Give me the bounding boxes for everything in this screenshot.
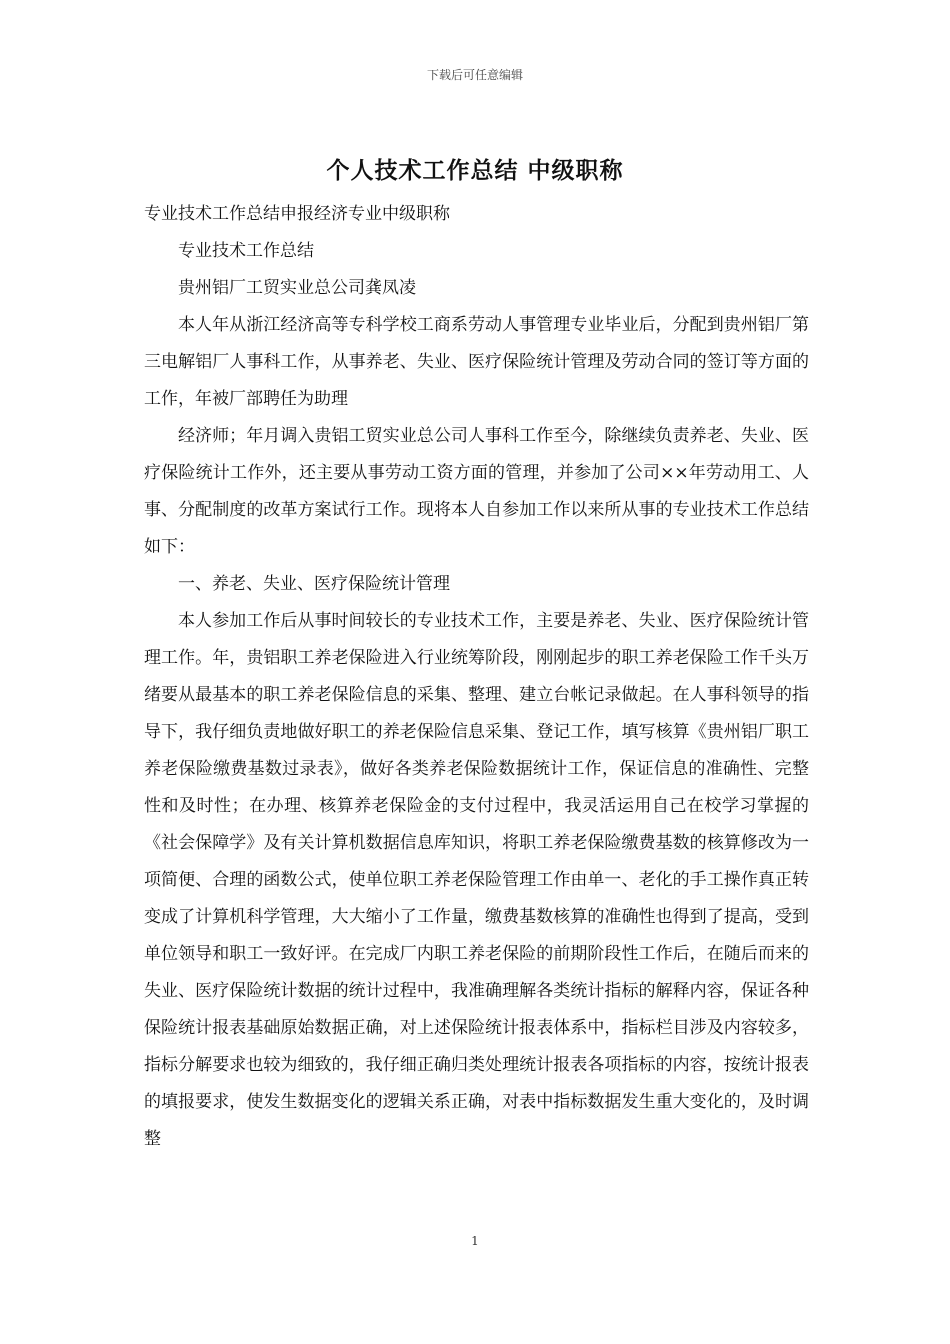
paragraph: 专业技术工作总结 — [178, 241, 314, 261]
paragraph: 本人参加工作后从事时间较长的专业技术工作，主要是养老、失业、医疗保险统计管理工作。年，贵铝职工养老保险进入行业统筹阶段，刚刚起步的职工养老保险工作千头万绪要从最基本的职工养老保险信息的采集、整理、建立台帐记录做起。在人事科领导的指导下，我仔细负责地做好职工的养老保险信息采集、登记工作，填写核算《贵州铝厂职工养老保险缴费基数过录表》，做好各类养老保险数据统计工作，保证信息的准确性、完整性和及时性；在办理、核算养老保险金的支付过程中，我灵活运用自己在校学习掌握的《社会保障学》及有关计算机数据信息库知识，将职工养老保险缴费基数的核算修改为一项简便、合理的函数公式，使单位职工养老保险管理工作由单一、老化的手工操作真正转变成了计算机科学管理，大大缩小了工作量，缴费基数核算的准确性也得到了提高，受到单位领导和职工一致好评。在完成厂内职工养老保险的前期阶段性工作后，在随后而来的失业、医疗保险统计数据的统计过程中，我准确理解各类统计指标的解释内容，保证各种保险统计报表基础原始数据正确，对上述保险统计报表体系中，指标栏目涉及内容较多，指标分解要求也较为细致的，我仔细正确归类处理统计报表各项指标的内容，按统计报表的填报要求，使发生数据变化的逻辑关系正确，对表中指标数据发生重大变化的，及时调整 — [144, 611, 809, 1149]
paragraph: 专业技术工作总结申报经济专业中级职称 — [144, 204, 450, 224]
page-number: 1 — [471, 1234, 479, 1248]
document-title: 个人技术工作总结 中级职称 — [326, 158, 624, 184]
paragraph: 贵州铝厂工贸实业总公司龚凤凌 — [178, 278, 416, 298]
paragraph: 本人年从浙江经济高等专科学校工商系劳动人事管理专业毕业后，分配到贵州铝厂第三电解铝厂人事科工作，从事养老、失业、医疗保险统计管理及劳动合同的签订等方面的工作，年被厂部聘任为助理 — [144, 315, 809, 409]
section-heading: 一、养老、失业、医疗保险统计管理 — [178, 574, 450, 594]
document-body — [144, 196, 809, 1158]
page-header: 下载后可任意编辑 — [426, 68, 523, 82]
paragraph: 经济师；年月调入贵铝工贸实业总公司人事科工作至今，除继续负责养老、失业、医疗保险统计工作外，还主要从事劳动工资方面的管理，并参加了公司××年劳动用工、人事、分配制度的改革方案试行工作。现将本人自参加工作以来所从事的专业技术工作总结如下： — [144, 426, 809, 557]
